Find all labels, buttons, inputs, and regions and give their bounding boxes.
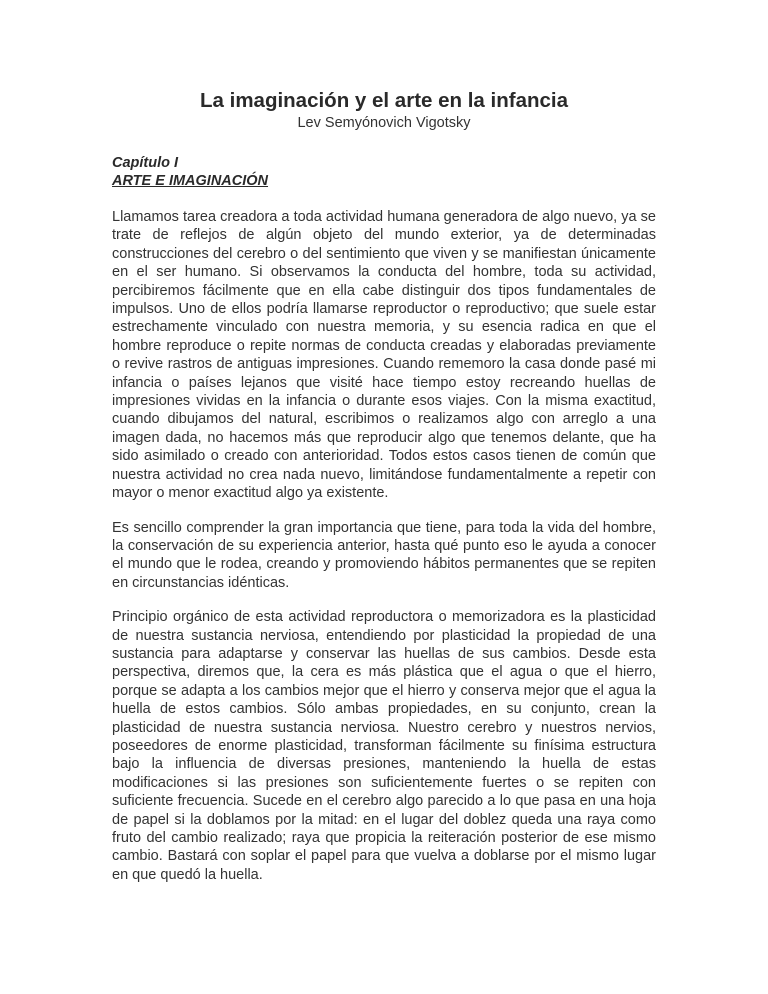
document-author: Lev Semyónovich Vigotsky [297, 115, 471, 131]
chapter-label: Capítulo I [112, 155, 179, 171]
chapter-title: ARTE E IMAGINACIÓN [112, 173, 269, 189]
paragraph: Principio orgánico de esta actividad reproductora o memorizadora es la plasticidad de nuestra sustancia nerviosa, entendiendo por plasticidad la propiedad de una sustancia para adaptarse y conservar las huellas de sus cambios. Desde esta perspectiva, diremos que, la cera es más plástica que el agua o que el hierro, porque se adapta a los cambios mejor que el hierro y conserva mejor que el agua la huella de estos cambios. Sólo ambas propiedades, en su conjunto, crean la plasticidad de nuestra sustancia nerviosa. Nuestro cerebro y nuestros nervios, poseedores de enorme plasticidad, transforman fácilmente su finísima estructura bajo la influencia de diversas presiones, manteniendo la huella de estas modificaciones si las presiones son suficientemente fuertes o se repiten con suficiente frecuencia. Sucede en el cerebro algo parecido a lo que pasa en una hoja de papel si la doblamos por la mitad: en el lugar del doblez queda una raya como fruto del cambio realizado; raya que propicia la reiteración posterior de ese mismo cambio. Bastará con soplar el papel para que vuelva a doblarse por el mismo lugar en que quedó la huella. [112, 609, 656, 883]
document-page [112, 88, 656, 900]
paragraph: Llamamos tarea creadora a toda actividad humana generadora de algo nuevo, ya se trate de reflejos de algún objeto del mundo exterior, ya de determinadas construcciones del cerebro o del sentimiento que viven y se manifiestan únicamente en el ser humano. Si observamos la conducta del hombre, toda su actividad, percibiremos fácilmente que en ella cabe distinguir dos tipos fundamentales de impulsos. Uno de ellos podría llamarse reproductor o reproductivo; que suele estar estrechamente vinculado con nuestra memoria, y su esencia radica en que el hombre reproduce o repite normas de conducta creadas y elaboradas previamente o revive rastros de antiguas impresiones. Cuando rememoro la casa donde pasé mi infancia o países lejanos que visité hace tiempo estoy recreando huellas de impresiones vividas en la infancia o durante esos viajes. Con la misma exactitud, cuando dibujamos del natural, escribimos o realizamos algo con arreglo a una imagen dada, no hacemos más que reproducir algo que tenemos delante, que ha sido asimilado o creado con anterioridad. Todos estos casos tienen de común que nuestra actividad no crea nada nuevo, limitándose fundamentalmente a repetir con mayor o menor exactitud algo ya existente. [112, 209, 656, 502]
document-title: La imaginación y el arte en la infancia [200, 89, 568, 112]
paragraph: Es sencillo comprender la gran importancia que tiene, para toda la vida del hombre, la conservación de su experiencia anterior, hasta qué punto eso le ayuda a conocer el mundo que le rodea, creando y promoviendo hábitos permanentes que se repiten en circunstancias idénticas. [112, 519, 656, 591]
